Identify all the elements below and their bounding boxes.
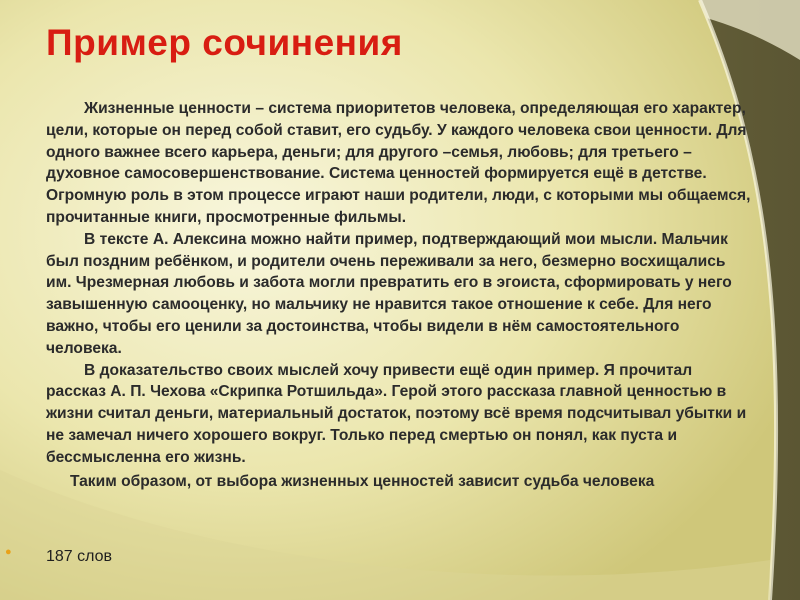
essay-paragraph: В доказательство своих мыслей хочу привести ещё один пример. Я прочитал рассказ А. П. Чехова «Скрипка Ротшильда». Герой этого рассказа главной ценностью в жизни считал деньги, материальный достаток, поэтому всё время подсчитывал убытки и не замечал ничего хорошего вокруг. Только перед смертью он понял, как пуста и бессмысленна его жизнь. (46, 361, 747, 466)
word-count: 187 слов (46, 548, 113, 565)
slide-title: Пример сочинения (46, 22, 403, 63)
essay-conclusion: Таким образом, от выбора жизненных ценностей зависит судьба человека (70, 472, 655, 490)
essay-paragraph: В тексте А. Алексина можно найти пример, подтверждающий мои мысли. Мальчик был поздним ребёнком, и родители очень переживали за него, безмерно восхищались им. Чрезмерная любовь и забота могли превратить его в эгоиста, сформировать у него завышенную самооценку, но мальчику не нравится такое отношение к себе. Для него важно, чтобы его ценили за достоинства, чтобы видели в нём самостоятельного человека. (46, 230, 732, 357)
essay-text (46, 98, 752, 492)
bullet-dot-icon: ● (5, 546, 12, 558)
essay-paragraph: Жизненные ценности – система приоритетов человека, определяющая его характер, цели, которые он перед собой ставит, его судьбу. У каждого человека свои ценности. Для одного важнее всего карьера, деньги; для другого –семья, любовь; для третьего – духовное самосовершенствование. Система ценностей формируется ещё в детстве. Огромную роль в этом процессе играют наши родители, люди, с которыми мы общаемся, прочитанные книги, просмотренные фильмы. (46, 100, 751, 226)
